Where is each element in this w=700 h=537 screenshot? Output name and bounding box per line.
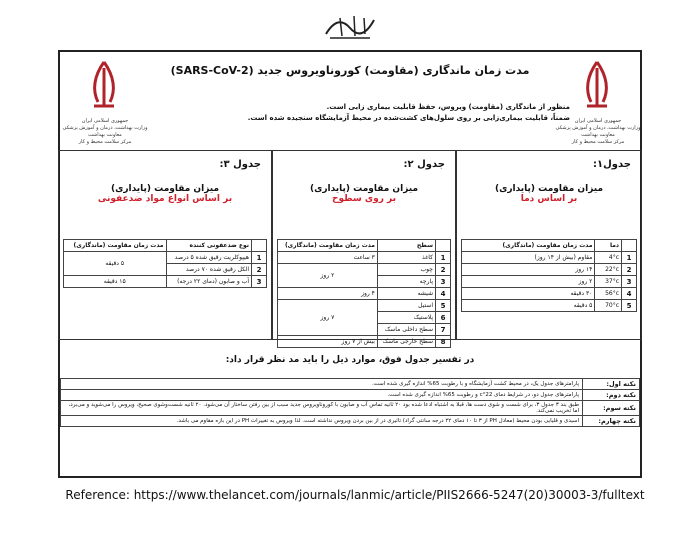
row-duration: ۲ روز [278,264,378,288]
note-key: نکته اول: [583,379,640,390]
row-number: 8 [436,336,451,348]
org-line: معاونت بهداشت [88,132,122,138]
row-number: 2 [252,264,267,276]
disinfectants-table [63,239,267,288]
row-factor: سطح داخلی ماسک [377,324,435,336]
row-factor: 56°c [595,288,622,300]
row-factor: هیپوکلریت رقیق شده ۵ درصد [166,252,251,264]
row-number: 5 [622,300,637,312]
row-factor: پارچه [377,276,435,288]
table-row [278,252,451,264]
table-row [64,276,267,288]
row-duration: بیش از ۷ روز [278,336,378,348]
table3-heading: جدول ۳: [219,159,261,170]
row-factor: استیل [377,300,435,312]
table-row [278,264,451,276]
table-header-row [64,240,267,252]
table-row [462,264,637,276]
row-number: 3 [622,276,637,288]
table2-heading: جدول ۲: [403,159,445,170]
notes-table [60,378,640,427]
left-letterhead [62,58,148,146]
col-duration: مدت زمان مقاومت (ماندگاری) [64,240,167,252]
row-duration: ۵ دقیقه [462,300,595,312]
row-number: 1 [252,252,267,264]
table1-panel [456,150,642,340]
row-duration: ۴ روز [278,288,378,300]
table2-panel [272,150,456,346]
col-factor: نوع ضدعفونی کننده [166,240,251,252]
row-duration: ۱۵ دقیقه [64,276,167,288]
table3-panel [58,150,272,340]
row-factor: چوب [377,264,435,276]
bismillah-calligraphy-icon [320,8,380,44]
note-key: نکته چهارم: [583,416,640,427]
col-number [252,240,267,252]
row-number: 5 [436,300,451,312]
row-number: 2 [436,264,451,276]
intro-text [150,102,570,124]
org-line: مرکز سلامت محیط و کار [78,139,132,145]
row-factor: الکل رقیق شده ۷۰ درصد [166,264,251,276]
table-row [278,336,451,348]
notes-heading: در تفسیر جدول فوق، موارد ذیل را باید مد نظر قرار داد: [225,355,475,365]
table3-subtitle: بر اساس انواع مواد ضدعفونی [97,194,233,204]
reference-link[interactable]: Reference: https://www.thelancet.com/journals/lanmic/article/PIIS2666-5247(20)30003-3/fulltext [65,488,645,502]
table-row [278,300,451,312]
org-line: جمهوری اسلامی ایران [574,118,622,124]
table-row [462,300,637,312]
row-number: 6 [436,312,451,324]
note-text: پارامترهای جدول یک، در محیط کشت آزمایشگاه و با رطوبت 65% اندازه گیری شده است. [61,379,583,390]
table-row [278,288,451,300]
col-duration: مدت زمان مقاومت (ماندگاری) [462,240,595,252]
table-header-row [462,240,637,252]
table-header-row [278,240,451,252]
table-row [462,252,637,264]
iran-emblem-icon [573,58,621,114]
table-row [462,288,637,300]
table1-heading: جدول۱: [593,159,631,170]
iran-emblem-icon [80,58,128,114]
note-text: پارامترهای جدول دو، در شرایط دمای 22°c و رطوبت 65% اندازه گیری شده است. [61,390,583,401]
row-factor: آب و صابون (دمای ۲۲ درجه) [166,276,251,288]
row-number: 7 [436,324,451,336]
row-number: 2 [622,264,637,276]
org-line: وزارت بهداشت، درمان و آموزش پزشکی [555,125,641,131]
row-duration: ۵ دقیقه [64,252,167,276]
org-line: معاونت بهداشت [581,132,615,138]
row-duration: ۳ ساعت [278,252,378,264]
org-line: وزارت بهداشت، درمان و آموزش پزشکی [62,125,148,131]
note-text: طبق بند ۳ جدول ۳، برای شست و شوی دست ها، قبلا به اشتباه ادعا شده بود ۲۰ ثانیه تماس آب و صابون با کوروناویروس جدید سبب از بین رفتن ساختار آن می‌شود. ۲۰ ثانیه شست‌وشوی صحیح، ویروس را می‌شوید و می‌برد، اما تخریب نمی‌کند. [61,401,583,416]
table1-subtitle: بر اساس دما [520,194,578,204]
note-text: اسیدی و قلیایی بودن محیط (معادل PH از ۳ تا ۱۰ دمای ۲۲ درجه سانتی گراد) تاثیری در از بین بردن ویروس نداشته است. لذا ویروس به تغییرات PH در این بازه مقاوم می باشد. [61,416,583,427]
surfaces-table [277,239,451,348]
col-number [622,240,637,252]
table1-title: میزان مقاومت (پایداری) [494,184,604,194]
row-number: 1 [622,252,637,264]
row-number: 3 [252,276,267,288]
note-row [61,416,640,427]
row-factor: 37°c [595,276,622,288]
temperature-table [461,239,637,312]
org-line: جمهوری اسلامی ایران [81,118,129,124]
row-factor: 70°c [595,300,622,312]
row-number: 1 [436,252,451,264]
col-factor: دما [595,240,622,252]
note-key: نکته سوم: [583,401,640,416]
row-factor: 22°c [595,264,622,276]
row-factor: پلاستیک [377,312,435,324]
row-duration: ۳۰ دقیقه [462,288,595,300]
org-line: مرکز سلامت محیط و کار [571,139,625,145]
row-factor: شیشه [377,288,435,300]
note-row [61,390,640,401]
row-duration: مقاوم (بیش از ۱۴ روز) [462,252,595,264]
intro-line: منظور از ماندگاری (مقاومت) ویروس، حفظ قابلیت بیماری زایی است. [326,103,570,111]
table2-title: میزان مقاومت (پایداری) [309,184,419,194]
row-factor: سطح خارجی ماسک [377,336,435,348]
table2-subtitle: بر روی سطوح [331,194,396,204]
table-row [64,252,267,264]
note-key: نکته دوم: [583,390,640,401]
table3-title: میزان مقاومت (پایداری) [110,184,220,194]
row-factor: کاغذ [377,252,435,264]
row-number: 4 [622,288,637,300]
col-duration: مدت زمان مقاومت (ماندگاری) [278,240,378,252]
row-factor: 4°c [595,252,622,264]
intro-line: ضمناً، قابلیت بیماری‌زایی بر روی سلول‌های کشت‌شده در محیط آزمایشگاه سنجیده شده است. [247,114,570,122]
row-number: 4 [436,288,451,300]
row-duration: ۷ روز [278,300,378,336]
document-title: مدت زمان ماندگاری (مقاومت) کوروناویروس جدید (SARS-CoV-2) [170,64,530,77]
col-number [436,240,451,252]
row-duration: ۱۴ روز [462,264,595,276]
row-duration: ۲ روز [462,276,595,288]
table-row [462,276,637,288]
note-row [61,379,640,390]
note-row [61,401,640,416]
row-number: 3 [436,276,451,288]
col-factor: سطح [377,240,435,252]
